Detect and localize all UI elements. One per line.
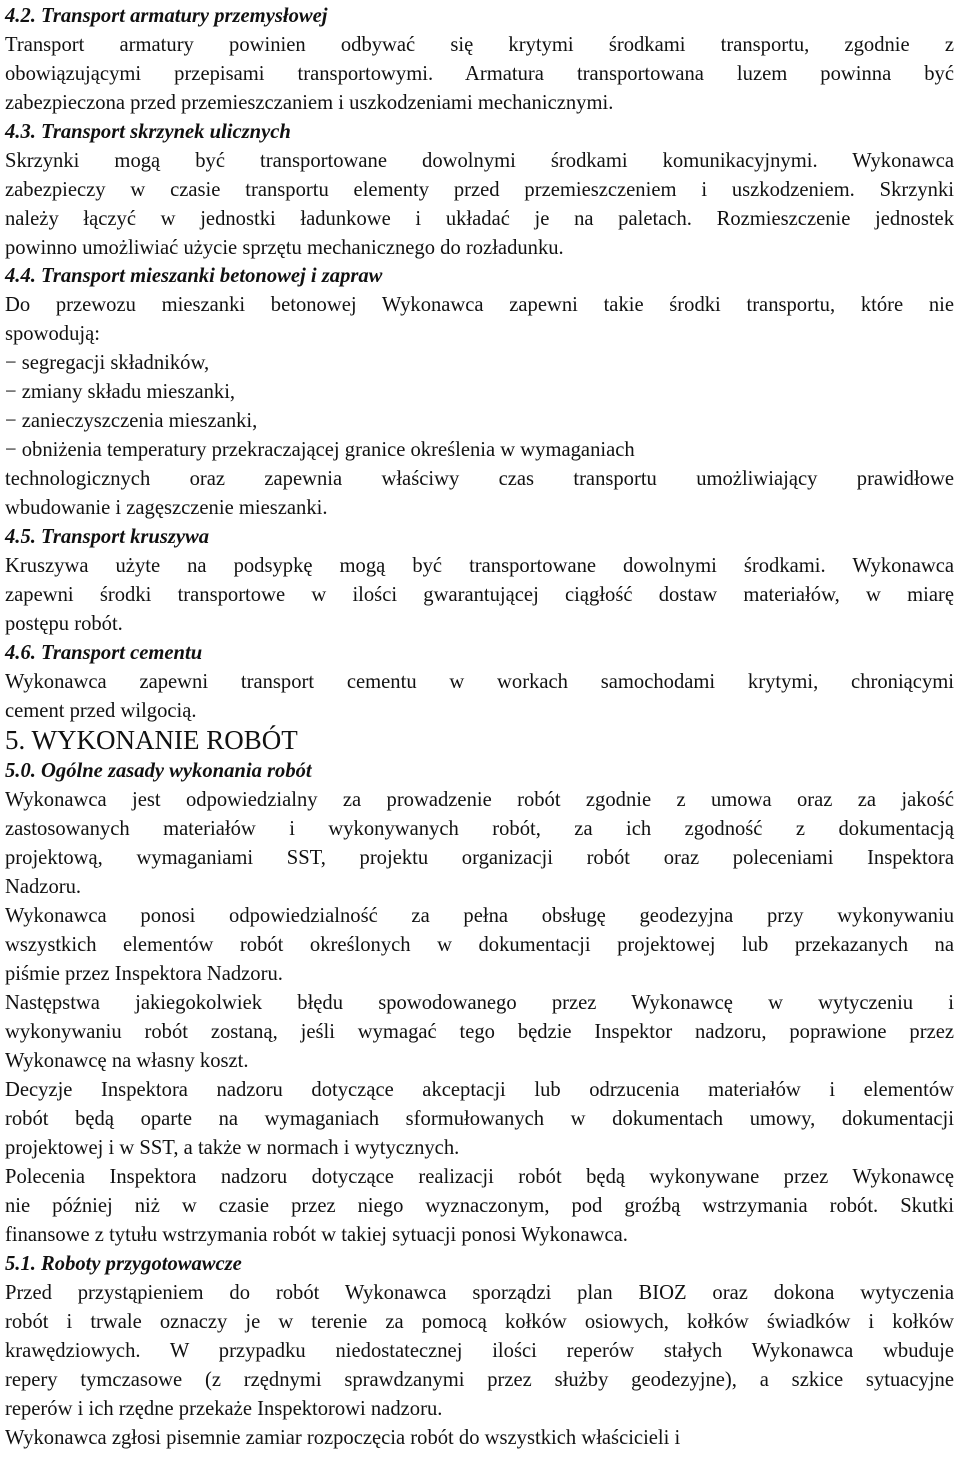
paragraph-line: krawędziowych. W przypadku niedostatecznej ilości reperów stałych Wykonawca wbuduje xyxy=(5,1340,954,1362)
paragraph-line: spowodują: xyxy=(5,323,100,345)
paragraph-line: technologicznych oraz zapewnia właściwy czas transportu umożliwiający prawidłowe xyxy=(5,468,954,490)
paragraph-line: − obniżenia temperatury przekraczającej granice określenia w wymaganiach xyxy=(5,439,635,461)
paragraph-line: cement przed wilgocią. xyxy=(5,700,197,722)
paragraph-line: Polecenia Inspektora nadzoru dotyczące realizacji robót będą wykonywane przez Wykonawcę xyxy=(5,1166,954,1188)
paragraph-line: Przed przystąpieniem do robót Wykonawca sporządzi plan BIOZ oraz dokona wytyczenia xyxy=(5,1282,954,1304)
paragraph-line: projektową, wymaganiami SST, projektu organizacji robót oraz poleceniami Inspektora xyxy=(5,847,954,869)
paragraph-line: zapewni środki transportowe w ilości gwarantującej ciągłość dostaw materiałów, w miarę xyxy=(5,584,954,606)
paragraph-line: wbudowanie i zagęszczenie mieszanki. xyxy=(5,497,328,519)
paragraph-line: zabezpieczona przed przemieszczaniem i uszkodzeniami mechanicznymi. xyxy=(5,92,614,114)
paragraph-line: Transport armatury powinien odbywać się krytymi środkami transportu, zgodnie z xyxy=(5,34,954,56)
paragraph-line: Decyzje Inspektora nadzoru dotyczące akceptacji lub odrzucenia materiałów i elementów xyxy=(5,1079,954,1101)
paragraph-line: − zmiany składu mieszanki, xyxy=(5,381,236,403)
paragraph-line: − segregacji składników, xyxy=(5,352,210,374)
section-heading: 4.5. Transport kruszywa xyxy=(5,526,210,548)
paragraph-line: repery tymczasowe (z rzędnymi sprawdzanymi przez służby geodezyjne), a szkice sytuacyjne xyxy=(5,1369,954,1391)
section-heading: 4.4. Transport mieszanki betonowej i zapraw xyxy=(5,265,383,287)
section-heading: 5.0. Ogólne zasady wykonania robót xyxy=(5,760,312,782)
paragraph-line: należy łączyć w jednostki ładunkowe i układać je na paletach. Rozmieszczenie jednostek xyxy=(5,208,954,230)
paragraph-line: robót i trwale oznaczy je w terenie za pomocą kołków osiowych, kołków świadków i kołków xyxy=(5,1311,954,1333)
paragraph-line: Skrzynki mogą być transportowane dowolnymi środkami komunikacyjnymi. Wykonawca xyxy=(5,150,954,172)
paragraph-line: wykonywaniu robót zostaną, jeśli wymagać tego będzie Inspektor nadzoru, poprawione przez xyxy=(5,1021,954,1043)
paragraph-line: Następstwa jakiegokolwiek błędu spowodowanego przez Wykonawcę w wytyczeniu i xyxy=(5,992,954,1014)
paragraph-line: Do przewozu mieszanki betonowej Wykonawca zapewni takie środki transportu, które nie xyxy=(5,294,954,316)
paragraph-line: Wykonawca jest odpowiedzialny za prowadzenie robót zgodnie z umowa oraz za jakość xyxy=(5,789,954,811)
paragraph-line: Wykonawcę na własny koszt. xyxy=(5,1050,249,1072)
paragraph-line: Wykonawca ponosi odpowiedzialność za pełna obsługę geodezyjna przy wykonywaniu xyxy=(5,905,954,927)
paragraph-line: zabezpieczy w czasie transportu elementy przed przemieszczeniem i uszkodzeniem. Skrzynki xyxy=(5,179,954,201)
paragraph-line: reperów i ich rzędne przekaże Inspektorowi nadzoru. xyxy=(5,1398,443,1420)
paragraph-line: piśmie przez Inspektora Nadzoru. xyxy=(5,963,283,985)
paragraph-line: Wykonawca zgłosi pisemnie zamiar rozpoczęcia robót do wszystkich właścicieli i xyxy=(5,1427,681,1449)
paragraph-line: obowiązującymi przepisami transportowymi. Armatura transportowana luzem powinna być xyxy=(5,63,954,85)
paragraph-line: Kruszywa użyte na podsypkę mogą być transportowane dowolnymi środkami. Wykonawca xyxy=(5,555,954,577)
section-heading: 4.3. Transport skrzynek ulicznych xyxy=(5,121,291,143)
paragraph-line: powinno umożliwiać użycie sprzętu mechanicznego do rozładunku. xyxy=(5,237,564,259)
paragraph-line: postępu robót. xyxy=(5,613,123,635)
paragraph-line: Nadzoru. xyxy=(5,876,82,898)
paragraph-line: nie później niż w czasie przez niego wyznaczonym, pod groźbą wstrzymania robót. Skutki xyxy=(5,1195,954,1217)
paragraph-line: projektowej i w SST, a także w normach i wytycznych. xyxy=(5,1137,460,1159)
section-heading: 4.2. Transport armatury przemysłowej xyxy=(5,5,328,27)
paragraph-line: wszystkich elementów robót określonych w dokumentacji projektowej lub przekazanych na xyxy=(5,934,954,956)
paragraph-line: − zanieczyszczenia mieszanki, xyxy=(5,410,258,432)
paragraph-line: robót będą oparte na wymaganiach sformułowanych w dokumentach umowy, dokumentacji xyxy=(5,1108,954,1130)
paragraph-line: finansowe z tytułu wstrzymania robót w takiej sytuacji ponosi Wykonawca. xyxy=(5,1224,628,1246)
paragraph-line: zastosowanych materiałów i wykonywanych robót, za ich zgodność z dokumentacją xyxy=(5,818,954,840)
paragraph-line: Wykonawca zapewni transport cementu w workach samochodami krytymi, chroniącymi xyxy=(5,671,954,693)
section-heading: 4.6. Transport cementu xyxy=(5,642,203,664)
section-heading: 5.1. Roboty przygotowawcze xyxy=(5,1253,242,1275)
chapter-title: 5. WYKONANIE ROBÓT xyxy=(5,725,298,755)
